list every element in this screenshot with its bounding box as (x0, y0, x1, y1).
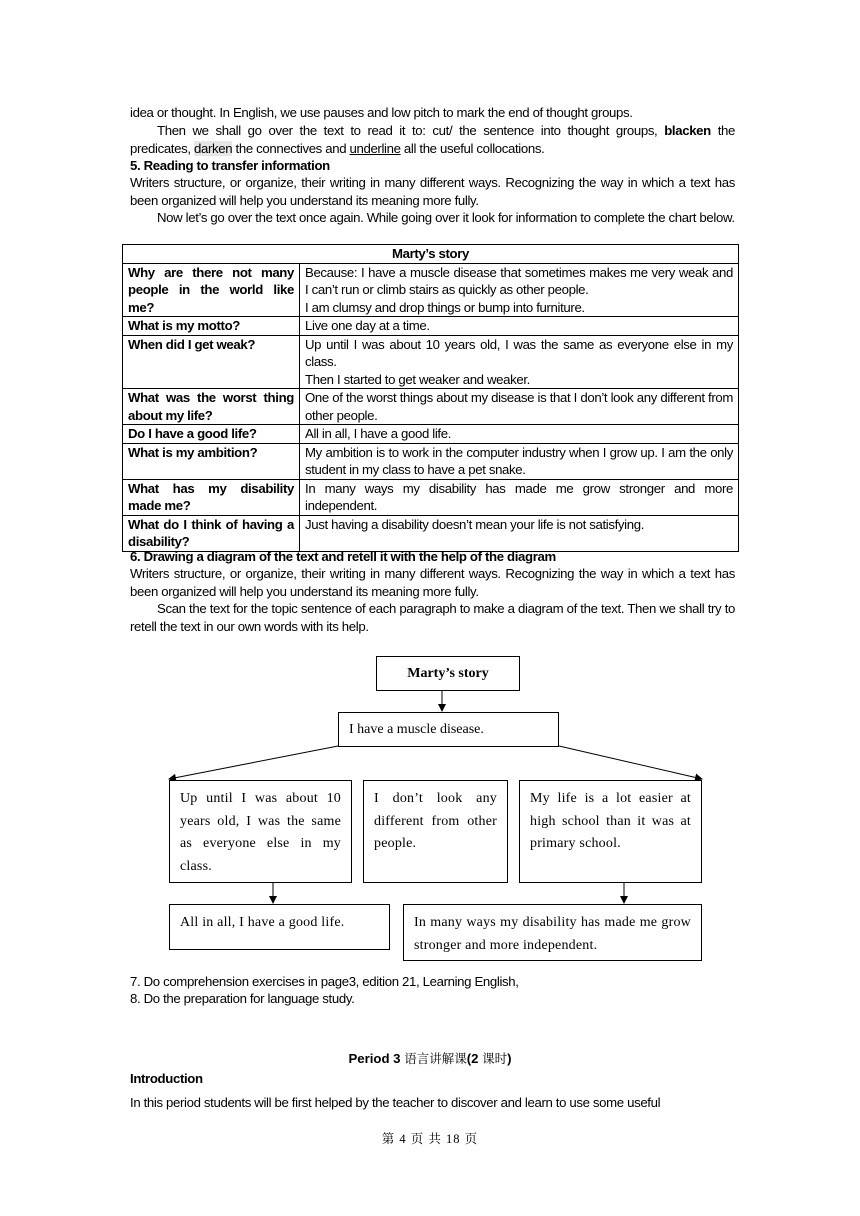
box-text: All in all, I have a good life. (180, 915, 345, 930)
diagram-root-box: I have a muscle disease. (338, 712, 559, 747)
title-run: 语言讲解课 (404, 1051, 467, 1066)
answer-line: I am clumsy and drop things or bump into furniture. (305, 299, 585, 315)
answer-line: My ambition is to work in the computer industry when I grow up. I am the only student in my class to have a pet snake. (305, 444, 733, 477)
diagram-bottom-right-box (403, 904, 702, 961)
table-question: When did I get weak? (123, 335, 300, 389)
table-question: What do I think of having a disability? (123, 515, 300, 551)
table-title: Marty’s story (123, 245, 739, 264)
table-question: Do I have a good life? (123, 425, 300, 444)
answer-line: Then I started to get weaker and weaker. (305, 371, 530, 387)
page-footer: 第 4 页 共 18 页 (381, 1132, 479, 1146)
table-question: What was the worst thing about my life? (123, 389, 300, 425)
blacken-word: blacken (664, 123, 711, 138)
answer-line: All in all, I have a good life. (305, 426, 452, 441)
table-question: What is my motto? (123, 317, 300, 336)
text-run: the connectives and (232, 140, 350, 156)
period-3-title (0, 1049, 860, 1067)
darken-word: darken (193, 140, 233, 156)
underline-word: underline (349, 140, 401, 156)
diagram-bottom-left-box (169, 904, 390, 950)
title-run: (2 (466, 1051, 483, 1066)
title-run: ) (507, 1051, 512, 1066)
table-question: Why are there not many people in the world like me? (123, 263, 300, 317)
answer-line: Up until I was about 10 years old, I was the same as everyone else in my class. (305, 336, 733, 369)
introduction-text: In this period students will be first helped by the teacher to discover and learn to use some useful (130, 1095, 661, 1110)
title-run: Period 3 (348, 1051, 405, 1066)
box-text: My life is a lot easier at high school than it was at primary school. (530, 791, 691, 851)
arrow-root-to-right (559, 746, 702, 779)
step-8: 8. Do the preparation for language study. (130, 991, 355, 1006)
diagram-middle-box (363, 780, 508, 883)
answer-line: Just having a disability doesn’t mean your life is not satisfying. (305, 516, 645, 532)
table-question: What has my disability made me? (123, 479, 300, 515)
diagram-title-box: Marty’s story (376, 656, 520, 691)
box-text: I don’t look any different from other people. (374, 791, 497, 851)
table-question: What is my ambition? (123, 443, 300, 479)
answer-line: One of the worst things about my disease is that I don’t look any different from other people. (305, 390, 733, 423)
introduction-heading: Introduction (130, 1071, 203, 1086)
text-run: all the useful collocations. (400, 140, 545, 156)
section-6-paragraph-2: Scan the text for the topic sentence of each paragraph to make a diagram of the text. Then we shall try to retell the text in our own words with its help. (130, 601, 735, 634)
arrow-root-to-left (169, 746, 338, 779)
box-text: Up until I was about 10 years old, I was the same as everyone else in my class. (180, 791, 341, 874)
intro-line-1: idea or thought. In English, we use pauses and low pitch to mark the end of thought groups. (130, 105, 633, 120)
section-5-paragraph-1: Writers structure, or organize, their writing in many different ways. Recognizing the way in which a text has been organized will help you understand its meaning more fully. (130, 175, 735, 208)
section-6-paragraph-1: Writers structure, or organize, their writing in many different ways. Recognizing the way in which a text has been organized will help you understand its meaning more fully. (130, 566, 735, 599)
box-text: In many ways my disability has made me grow stronger and more independent. (414, 915, 691, 953)
section-5-paragraph-2: Now let’s go over the text once again. While going over it look for information to complete the chart below. (157, 210, 735, 225)
answer-line: Because: I have a muscle disease that sometimes makes me very weak and I can’t run or climb stairs as quickly as other people. (305, 264, 733, 297)
title-run: 课时 (482, 1051, 508, 1066)
section-6-heading: 6. Drawing a diagram of the text and retell it with the help of the diagram (130, 549, 556, 564)
step-7: 7. Do comprehension exercises in page3, edition 21, Learning English, (130, 974, 519, 989)
text-run: the predicates, (130, 123, 735, 156)
section-5-heading: 5. Reading to transfer information (130, 158, 330, 173)
answer-line: Live one day at a time. (305, 318, 430, 333)
answer-line: In many ways my disability has made me grow stronger and more independent. (305, 480, 733, 513)
text-run: Then we shall go over the text to read it to: cut/ the sentence into thought groups, (157, 123, 665, 138)
diagram-left-box (169, 780, 352, 883)
diagram-right-box (519, 780, 702, 883)
